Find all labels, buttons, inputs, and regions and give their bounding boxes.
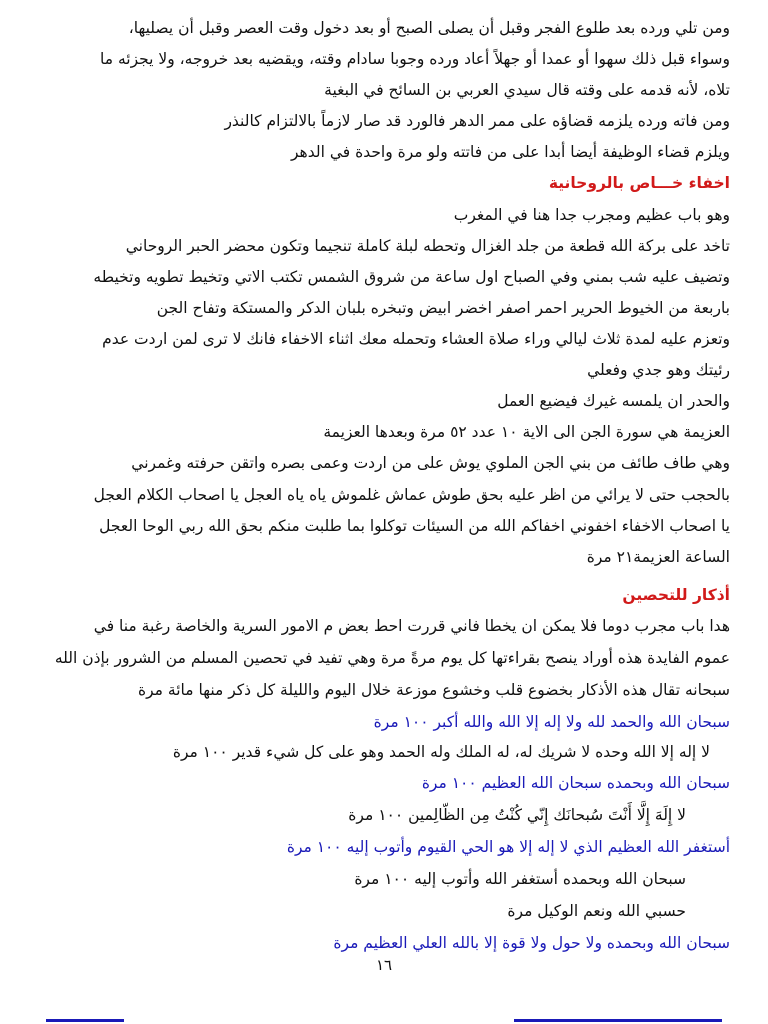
- page-number: ١٦: [375, 956, 393, 974]
- section-heading: اخفاء خـــاص بالروحانية: [548, 174, 730, 192]
- text-line: وسواء قبل ذلك سهوا أو عمدا أو جهلاً أعاد ورده وجوبا سادام وقته، ويقضيه بعد خروجه، ولا يجزئه ما: [100, 50, 730, 68]
- section-heading: أذكار للتحصين: [622, 586, 730, 604]
- text-line: لا إِلَهَ إِلَّا أَنْتَ سُبحانَك إِنّي كُنْتُ مِن الظّالِمين ١٠٠ مرة: [348, 806, 686, 824]
- text-line: ومن فاته ورده يلزمه قضاؤه على ممر الدهر فالورد قد صار لازماً بالالتزام كالنذر: [224, 112, 730, 130]
- text-line: عموم الفايدة هذه أوراد ينصح بقراءتها كل يوم مرةً مرة وهي تفيد في تحصين المسلم من الشرور بإذن الله: [54, 649, 730, 667]
- dhikr-line: سبحان الله وبحمده سبحان الله العظيم ١٠٠ مرة: [421, 774, 730, 792]
- text-line: لا إله إلا الله وحده لا شريك له، له الملك وله الحمد وهو على كل شيء قدير ١٠٠ مرة: [172, 743, 710, 761]
- text-line: الساعة العزيمة٢١ مرة: [586, 548, 730, 566]
- dhikr-line: سبحان الله والحمد لله ولا إله إلا الله والله أكبر ١٠٠ مرة: [373, 713, 730, 731]
- text-line: وهو باب عظيم ومجرب جدا هنا في المغرب: [453, 206, 730, 224]
- dhikr-line: أستغفر الله العظيم الذي لا إله إلا هو الحي القيوم وأتوب إليه ١٠٠ مرة: [286, 838, 730, 856]
- text-line: باربعة من الخيوط الحرير احمر اصفر اخضر ابيض وتبخره بلبان الدكر والمستكة وتفاح الجن: [156, 299, 730, 317]
- text-line: وتعزم عليه لمدة ثلاث ليالي وراء صلاة العشاء وتحمله معك اثناء الاخفاء فانك لا ترى لمن اردت عدم: [102, 330, 730, 348]
- dhikr-line: سبحان الله وبحمده ولا حول ولا قوة إلا بالله العلي العظيم مرة: [333, 934, 730, 952]
- text-line: سبحانه تقال هذه الأذكار بخضوع قلب وخشوع موزعة خلال اليوم والليلة كل ذكر منها مائة مرة: [138, 681, 730, 699]
- text-line: تاخد على بركة الله قطعة من جلد الغزال وتحطه لبلة كاملة تنجيما وتكون محضر الحبر الروحاني: [125, 237, 730, 255]
- text-line: ويلزم قضاء الوظيفة أيضا أبدا على من فاتته ولو مرة واحدة في الدهر: [291, 143, 730, 161]
- text-line: وتضيف عليه شب بمني وفي الصباح اول ساعة من شروق الشمس تكتب الاتي وتخيط تطويه وتخيطه: [93, 268, 730, 286]
- text-line: وهي طاف طائف من بني الجن الملوي يوش على من اردت وعمى بصره واتقن حرفته وغمرني: [131, 454, 730, 472]
- text-line: بالحجب حتى لا يرائي من اظر عليه بحق طوش عماش غلموش ياه ياه العجل يا اصحاب الكلام العجل: [93, 486, 730, 504]
- text-line: العزيمة هي سورة الجن الى الاية ١٠ عدد ٥٢ مرة وبعدها العزيمة: [323, 423, 730, 441]
- text-line: حسبي الله ونعم الوكيل مرة: [507, 902, 686, 920]
- text-line: يا اصحاب الاخفاء اخفوني اخفاكم الله من السيئات توكلوا بما طلبت منكم بحق الله ربي الوحا العجل: [99, 517, 730, 535]
- text-line: هدا باب مجرب دوما فلا يمكن ان يخطا فاني قررت احط بعض م الامور السرية والخاصة رغبة منا في: [93, 617, 730, 635]
- text-line: والحدر ان يلمسه غيرك فيضيع العمل: [497, 392, 730, 410]
- text-line: تلاه، لأنه قدمه على وقته قال سيدي العربي بن السائح في البغية: [324, 81, 730, 99]
- text-line: سبحان الله وبحمده أستغفر الله وأتوب إليه ١٠٠ مرة: [354, 870, 686, 888]
- text-line: ومن تلي ورده بعد طلوع الفجر وقبل أن يصلى الصبح أو بعد دخول وقت العصر وقبل أن يصليها،: [128, 19, 730, 37]
- text-line: رئيتك وهو جدي وفعلي: [587, 361, 730, 379]
- footer-rule-right: [514, 1019, 722, 1022]
- footer-rule-left: [46, 1019, 124, 1022]
